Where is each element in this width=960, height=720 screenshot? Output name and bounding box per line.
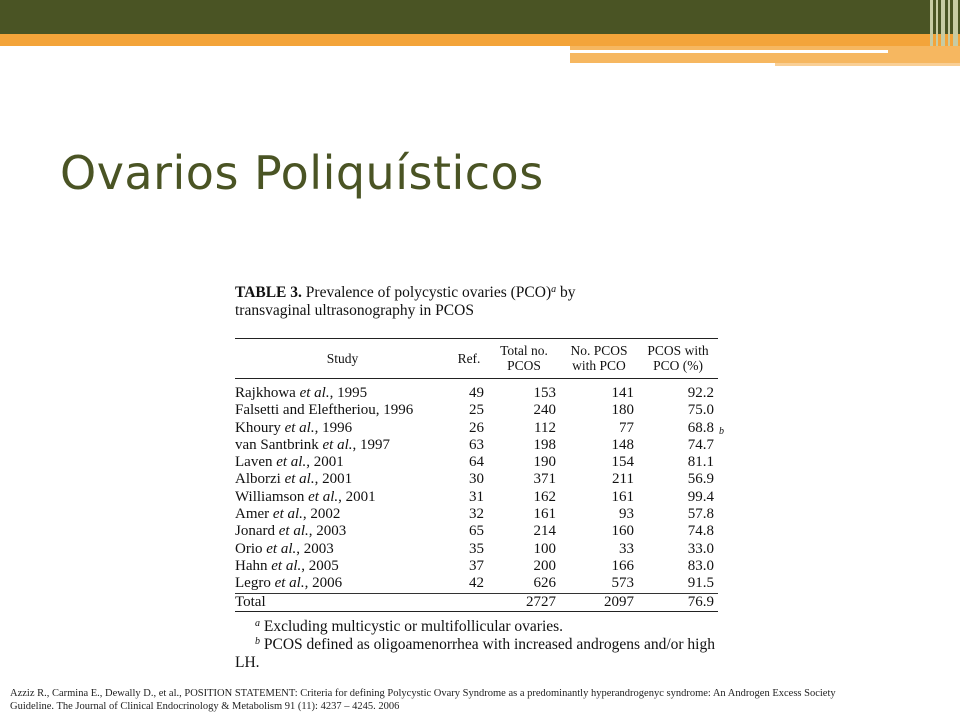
column-header-study: Study: [326, 350, 359, 366]
citation: [10, 688, 950, 713]
header-bar-orange-tertiary: [775, 63, 960, 66]
study-cell: Laven et al., 2001: [235, 454, 344, 471]
with-pco-cell: 166: [611, 557, 634, 574]
ref-cell: 25: [469, 402, 484, 419]
table-row: [235, 454, 718, 471]
percent-cell: 56.9: [687, 471, 714, 488]
table-row: [235, 402, 718, 419]
table-row: [235, 575, 718, 593]
with-pco-cell: 160: [611, 523, 634, 540]
ref-cell: 63: [469, 436, 484, 453]
study-cell: Orio et al., 2003: [235, 540, 334, 557]
total-cell: 100: [533, 540, 556, 557]
study-cell: Williamson et al., 2001: [235, 488, 376, 505]
total-cell: 371: [533, 471, 556, 488]
total-percent: 76.9: [638, 593, 718, 611]
with-pco-cell: 77: [619, 419, 634, 436]
percent-cell: 83.0: [687, 557, 714, 574]
column-header-percent: PCOS with PCO (%): [647, 343, 709, 373]
citation-line2: Guideline. The Journal of Clinical Endocrinology & Metabolism 91 (11): 4237 – 4245. 2006: [10, 700, 400, 712]
table-caption-line2: transvaginal ultrasonography in PCOS: [235, 302, 474, 319]
ref-cell: 37: [469, 557, 484, 574]
total-count: 2727: [488, 593, 560, 611]
total-cell: 153: [533, 385, 556, 401]
table-total-row: [235, 593, 718, 611]
ref-cell: 64: [469, 454, 484, 471]
percent-cell: 74.7: [687, 436, 714, 453]
column-header-ref: Ref.: [457, 350, 481, 366]
header-decorative-stripes: [928, 0, 960, 46]
header-bar-orange: [0, 34, 960, 46]
header-bar-orange-secondary: [570, 46, 960, 63]
footnote-a: $^a$ Excluding multicystic or multifollicular ovaries.: [255, 617, 564, 635]
with-pco-cell: 141: [611, 385, 634, 401]
table-caption-line1: Prevalence of polycystic ovaries (PCO): [305, 284, 552, 301]
ref-cell: 65: [469, 523, 484, 540]
table-footnotes: [235, 618, 720, 672]
ref-cell: 42: [469, 575, 484, 592]
header-bar-highlight-line: [570, 50, 888, 53]
study-cell: van Santbrink et al., 1997: [235, 436, 390, 453]
percent-cell: 74.8: [687, 523, 714, 540]
total-label: Total: [235, 593, 450, 611]
column-header-total: Total no. PCOS: [500, 343, 548, 373]
ref-cell: 32: [469, 506, 484, 523]
total-cell: 198: [533, 436, 556, 453]
total-cell: 626: [533, 575, 556, 592]
ref-cell: 31: [469, 488, 484, 505]
table-figure: [235, 284, 724, 672]
percent-cell: 57.8: [687, 506, 714, 523]
total-cell: 162: [533, 488, 556, 505]
table-row: [235, 523, 718, 540]
table-row: [235, 558, 718, 575]
table-label: TABLE 3.: [235, 284, 302, 301]
ref-cell: 26: [469, 419, 484, 436]
with-pco-cell: 573: [611, 575, 634, 592]
study-cell: Hahn et al., 2005: [235, 557, 339, 574]
with-pco-cell: 33: [619, 540, 634, 557]
table-row: [235, 489, 718, 506]
study-cell: Amer et al., 2002: [235, 506, 341, 523]
footnote-b: $^b$ PCOS defined as oligoamenorrhea with increased androgens and/or high LH.: [235, 635, 715, 671]
percent-cell: 81.1: [687, 454, 714, 471]
with-pco-cell: 154: [611, 454, 634, 471]
percent-cell: 92.2: [687, 385, 714, 401]
caption-footnote-mark: a: [551, 284, 557, 295]
with-pco-cell: 161: [611, 488, 634, 505]
table-header-row: [235, 339, 718, 379]
percent-cell: 99.4: [687, 488, 714, 505]
with-pco-cell: 93: [619, 506, 634, 523]
ref-cell: 35: [469, 540, 484, 557]
table-row: [235, 506, 718, 523]
ref-cell: 30: [469, 471, 484, 488]
ref-cell: 49: [469, 385, 484, 401]
study-cell: Jonard et al., 2003: [235, 523, 347, 540]
study-cell: Khoury et al., 1996: [235, 419, 353, 436]
table-caption-line1-end: by: [556, 284, 576, 301]
study-cell: Rajkhowa et al., 1995: [235, 385, 368, 401]
percent-cell: 33.0: [687, 540, 714, 557]
total-cell: 200: [533, 557, 556, 574]
table-row: [235, 420, 718, 437]
total-cell: 214: [533, 523, 556, 540]
study-cell: Falsetti and Eleftheriou, 1996: [235, 402, 414, 419]
with-pco-cell: 180: [611, 402, 634, 419]
percent-cell: 91.5: [687, 575, 714, 592]
table-row: [235, 379, 718, 403]
total-cell: 161: [533, 506, 556, 523]
total-cell: 112: [534, 419, 556, 436]
table-row: [235, 437, 718, 454]
table-row: [235, 471, 718, 488]
percent-cell: 75.0: [687, 402, 714, 419]
with-pco-cell: 148: [611, 436, 634, 453]
column-header-with-pco: No. PCOS with PCO: [570, 343, 628, 373]
study-cell: Legro et al., 2006: [235, 575, 343, 592]
prevalence-table: [235, 338, 724, 612]
percent-cell: 68.8 b: [638, 420, 718, 437]
total-with-pco: 2097: [560, 593, 638, 611]
with-pco-cell: 211: [612, 471, 634, 488]
slide-title: Ovarios Poliquísticos: [60, 146, 544, 200]
row-footnote-mark: b: [719, 425, 724, 437]
study-cell: Alborzi et al., 2001: [235, 471, 353, 488]
header-bar-dark: [0, 0, 960, 34]
total-cell: 240: [533, 402, 556, 419]
total-cell: 190: [533, 454, 556, 471]
table-row: [235, 541, 718, 558]
table-caption: [235, 284, 720, 320]
citation-line1: Azziz R., Carmina E., Dewally D., et al., POSITION STATEMENT: Criteria for defining Polycystic Ovary Syndrome as a predominantly hyperandrogenyc syndrome: An Androgen Excess Society: [10, 688, 836, 699]
